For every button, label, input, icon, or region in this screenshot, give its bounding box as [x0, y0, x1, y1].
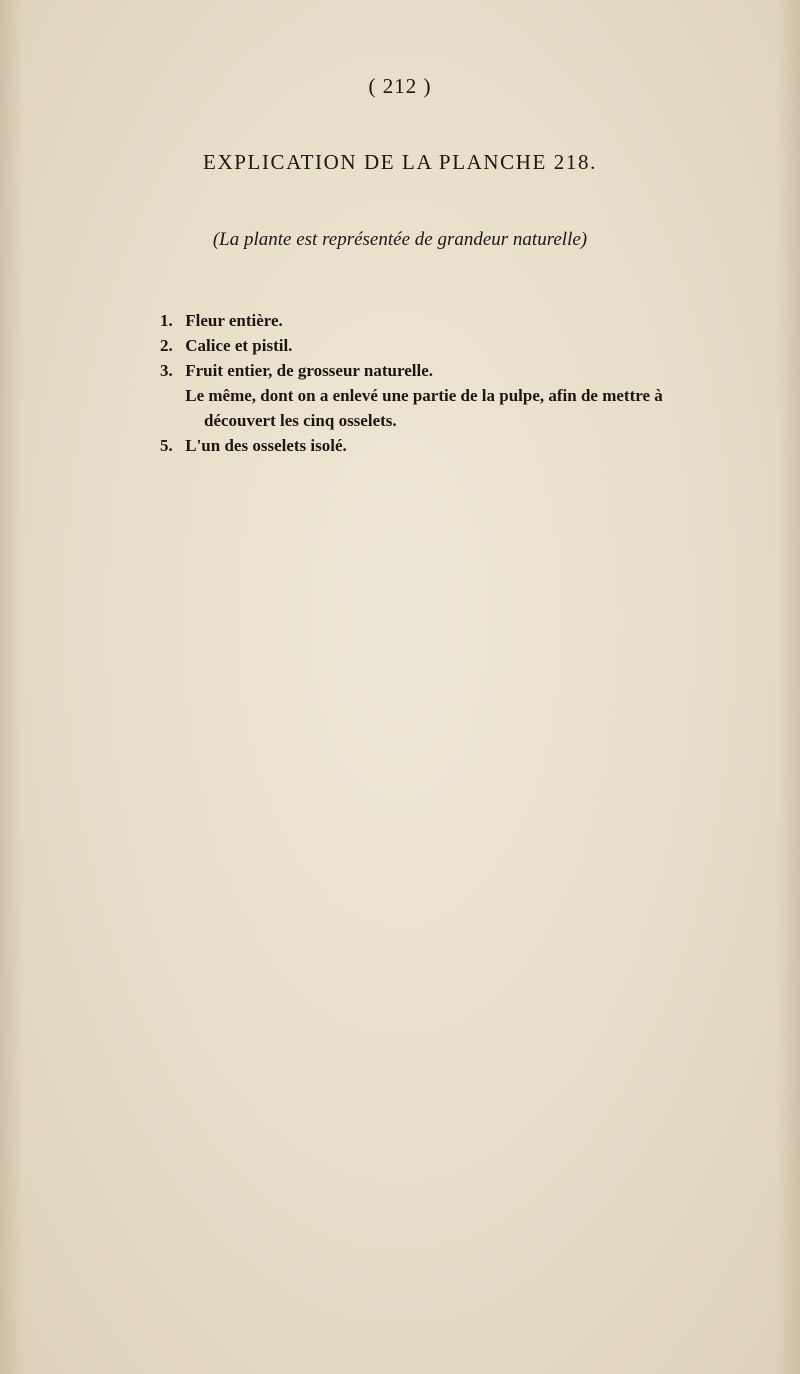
page-left-edge — [0, 0, 24, 1374]
item-number: 5. — [160, 436, 173, 455]
item-number: 2. — [160, 336, 173, 355]
page-subtitle: (La plante est représentée de grandeur naturelle) — [212, 229, 588, 250]
item-text: Fruit entier, de grosseur naturelle. — [185, 361, 433, 380]
item-text: Calice et pistil. — [185, 336, 293, 355]
list-item-continuation — [160, 408, 800, 433]
list-item — [160, 333, 800, 358]
list-item — [160, 308, 800, 333]
list-item — [160, 383, 800, 408]
item-text: L'un des osselets isolé. — [185, 436, 347, 455]
item-text-continuation: découvert les cinq osselets. — [204, 411, 397, 430]
item-number: 1. — [160, 311, 173, 330]
item-number: 3. — [160, 361, 173, 380]
list-item — [160, 358, 800, 383]
page-number: ( 212 ) — [368, 74, 432, 98]
list-item — [160, 433, 800, 458]
item-text: Le même, dont on a enlevé une partie de la pulpe, afin de mettre à — [185, 386, 663, 405]
page-title: EXPLICATION DE LA PLANCHE 218. — [203, 150, 597, 174]
page-right-edge — [776, 0, 800, 1374]
plate-explanation-list — [160, 308, 800, 458]
item-text: Fleur entière. — [185, 311, 283, 330]
